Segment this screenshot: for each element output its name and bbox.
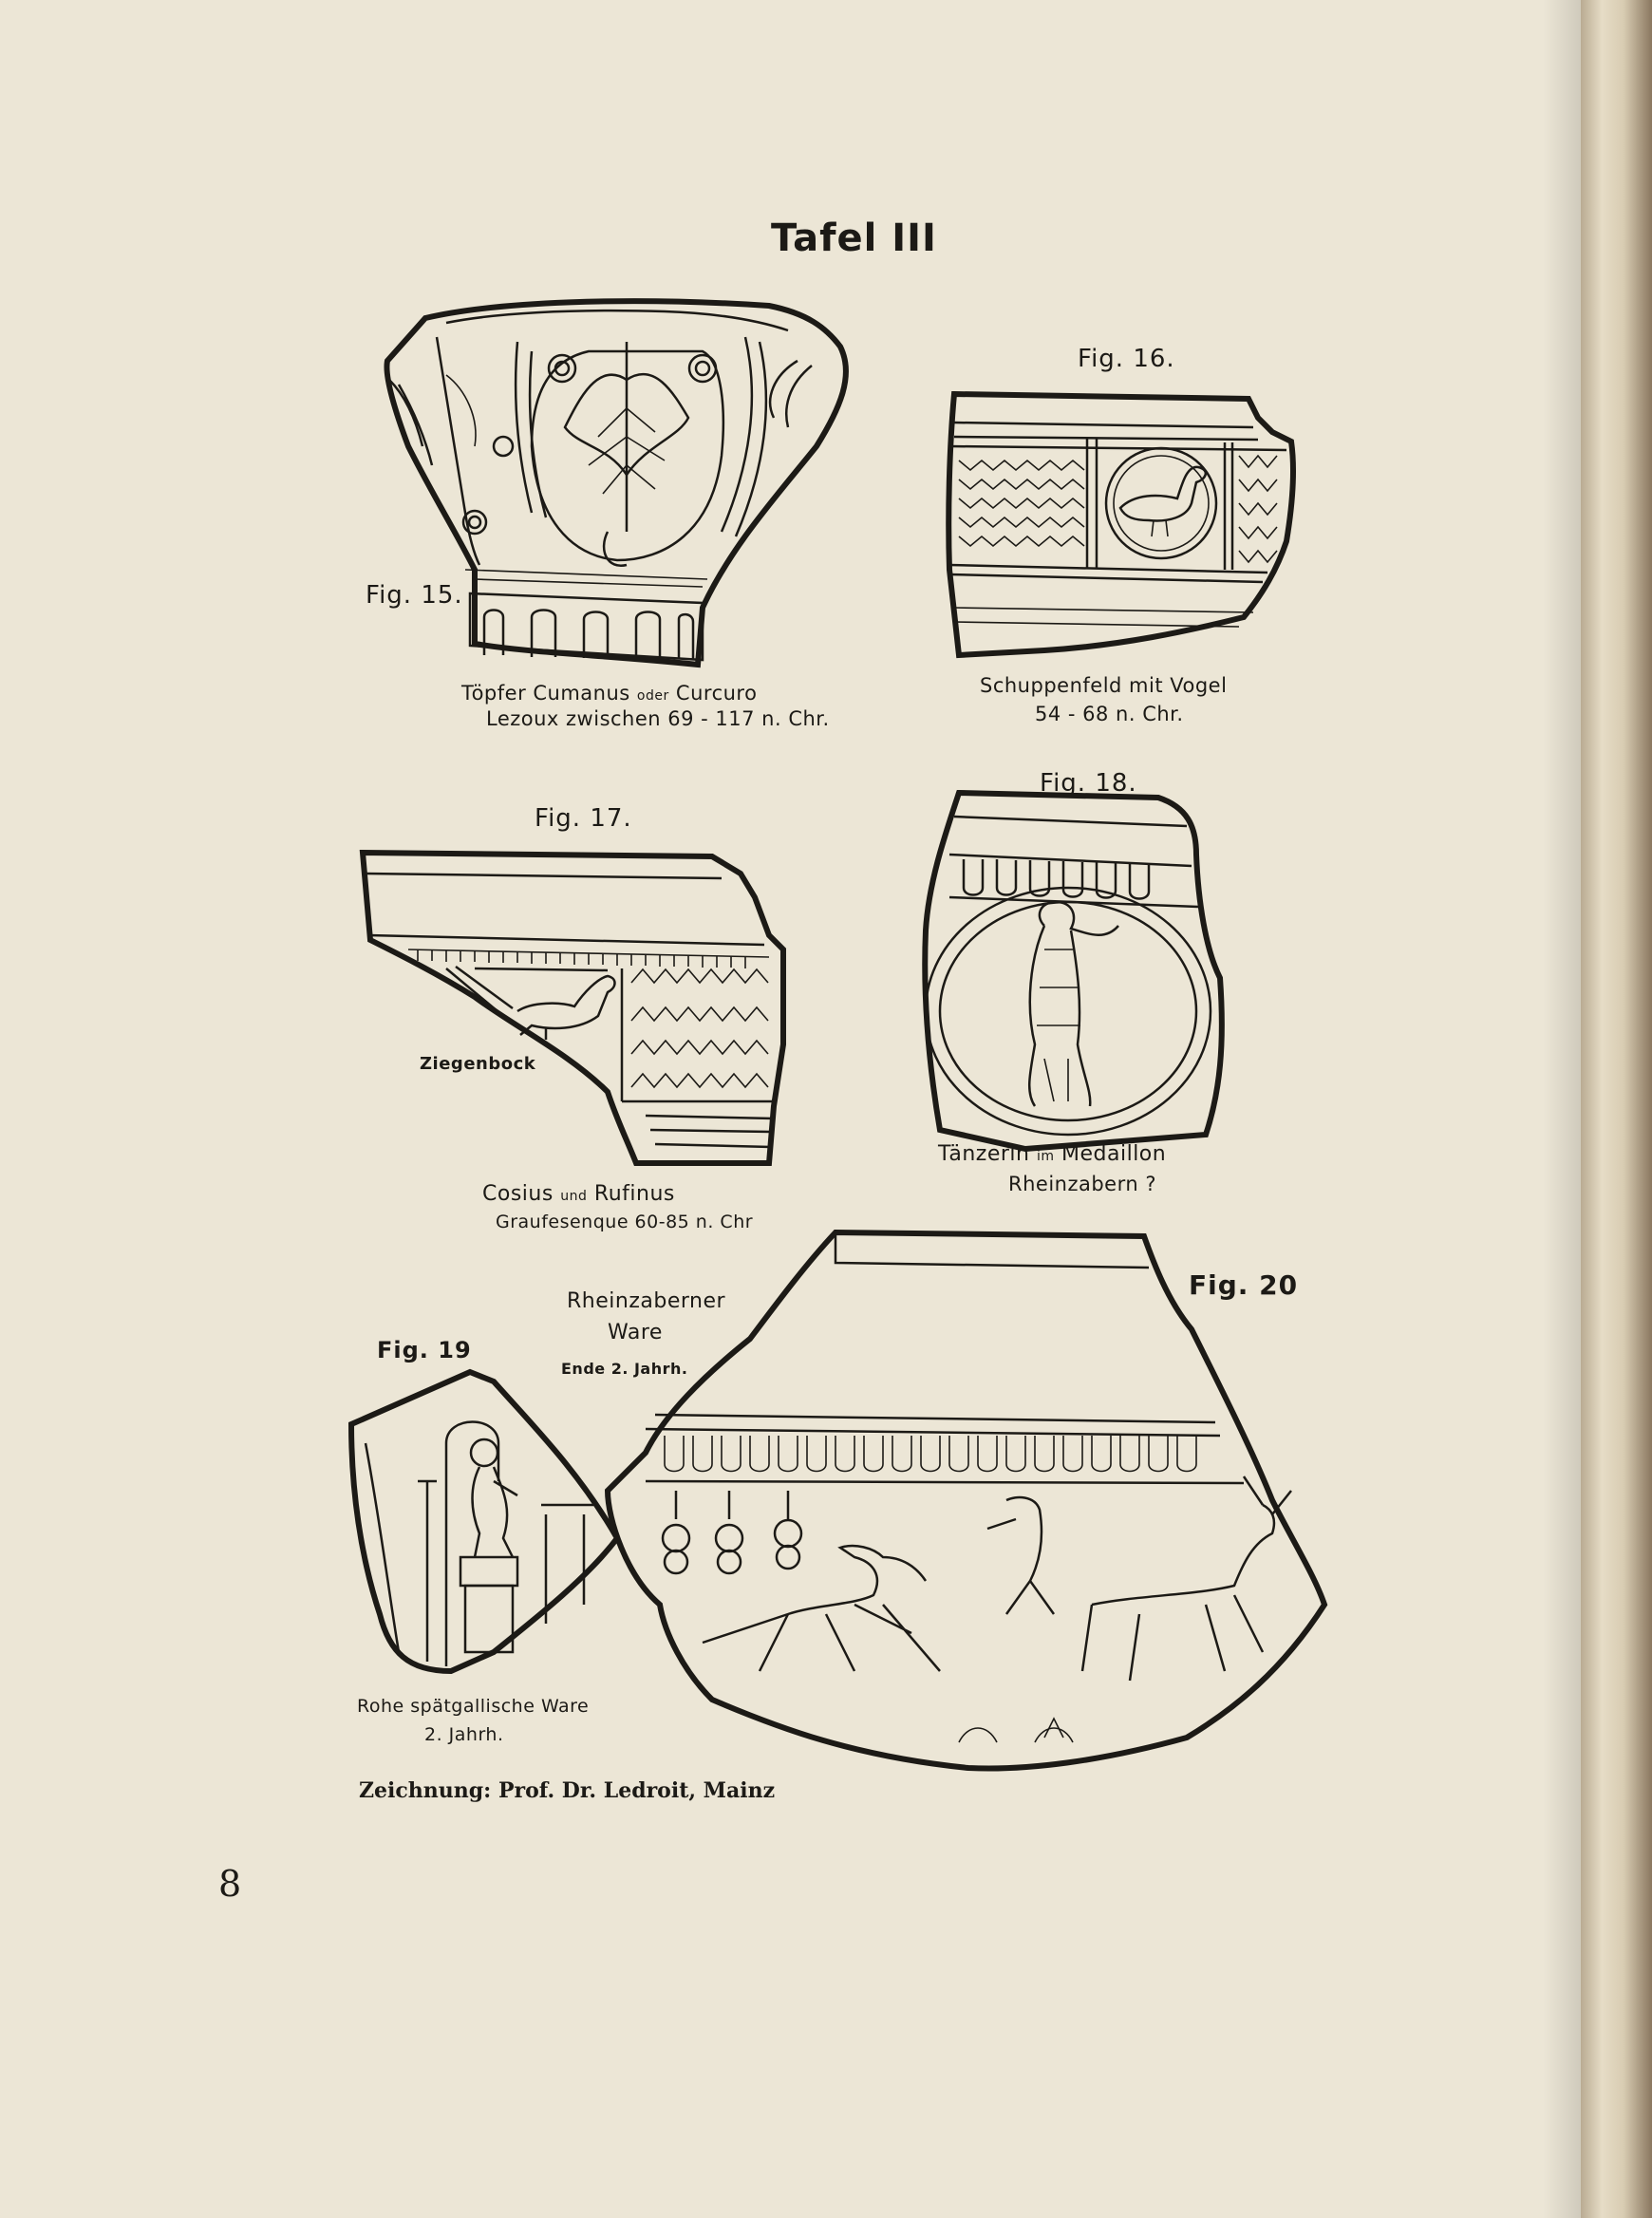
fig18-caption-b: Medaillon bbox=[1054, 1142, 1167, 1166]
fig17-inner-label: Ziegenbock bbox=[420, 1054, 536, 1074]
fig17-sherd-drawing bbox=[363, 853, 783, 1163]
page-number: 8 bbox=[218, 1863, 242, 1905]
fig19-sherd-drawing bbox=[351, 1372, 617, 1671]
fig15-sherd-drawing bbox=[386, 301, 846, 665]
fig18-caption-a: Tänzerin bbox=[938, 1142, 1037, 1166]
fig18-caption-line1 bbox=[938, 1142, 1166, 1166]
fig20-caption-line3: Ende 2. Jahrh. bbox=[561, 1360, 688, 1378]
fig20-caption-line1: Rheinzaberner bbox=[567, 1289, 726, 1313]
fig15-caption-line1 bbox=[461, 682, 757, 705]
fig20-label: Fig. 20 bbox=[1189, 1269, 1299, 1301]
fig16-caption-line2: 54 - 68 n. Chr. bbox=[1035, 703, 1184, 725]
fig17-caption-line2: Graufesenque 60-85 n. Chr bbox=[496, 1212, 754, 1232]
fig19-caption-line2: 2. Jahrh. bbox=[424, 1724, 504, 1745]
fig16-label: Fig. 16. bbox=[1078, 345, 1175, 373]
fig17-caption-b: Rufinus bbox=[587, 1182, 675, 1206]
fig16-sherd-drawing bbox=[948, 394, 1293, 655]
fig15-caption-a: Töpfer Cumanus bbox=[461, 682, 637, 705]
fig18-caption-line2: Rheinzabern ? bbox=[1008, 1173, 1157, 1195]
plate-title: Tafel III bbox=[771, 216, 937, 260]
fig17-label: Fig. 17. bbox=[535, 804, 632, 833]
fig15-caption-conj: oder bbox=[636, 688, 669, 704]
adjacent-page-edge bbox=[1581, 0, 1652, 2218]
fig19-caption-line1: Rohe spätgallische Ware bbox=[357, 1696, 590, 1717]
fig20-caption-line2: Ware bbox=[608, 1321, 663, 1344]
fig15-caption-b: Curcuro bbox=[668, 682, 758, 705]
fig15-caption-line2: Lezoux zwischen 69 - 117 n. Chr. bbox=[486, 707, 830, 730]
fig17-caption-a: Cosius bbox=[482, 1182, 561, 1206]
fig18-label: Fig. 18. bbox=[1040, 769, 1137, 798]
fig17-caption-line1 bbox=[482, 1182, 675, 1206]
fig16-caption-line1: Schuppenfeld mit Vogel bbox=[980, 674, 1228, 697]
fig19-label: Fig. 19 bbox=[377, 1337, 472, 1363]
fig17-caption-conj: und bbox=[560, 1189, 588, 1204]
fig18-caption-conj: im bbox=[1036, 1149, 1055, 1164]
drawing-credit: Zeichnung: Prof. Dr. Ledroit, Mainz bbox=[359, 1778, 776, 1803]
fig18-sherd-drawing bbox=[925, 793, 1222, 1149]
fig15-label: Fig. 15. bbox=[366, 581, 463, 610]
